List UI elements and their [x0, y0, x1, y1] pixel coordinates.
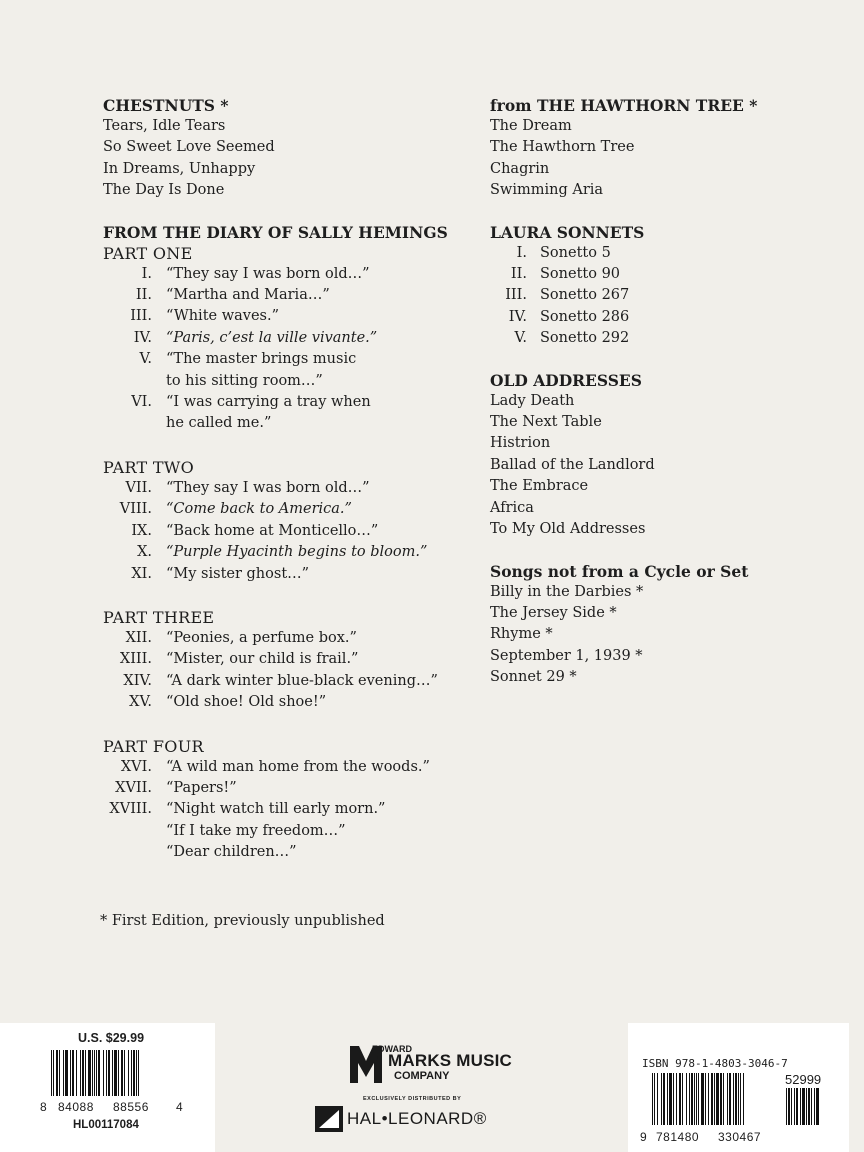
roman-numeral: X. [137, 544, 152, 561]
distribution-note: EXCLUSIVELY DISTRIBUTED BY [363, 1096, 462, 1102]
part-one [103, 243, 473, 435]
roman-numeral: VII. [125, 479, 152, 496]
part-title: PART FOUR [103, 736, 204, 756]
song-line [103, 757, 473, 778]
song-line [103, 306, 473, 327]
song-line [103, 799, 473, 820]
song-line [490, 264, 820, 285]
isbn-barcode [652, 1073, 744, 1125]
song-title: “Back home at Monticello…” [166, 522, 379, 539]
section-heading: FROM THE DIARY OF SALLY HEMINGS [103, 222, 448, 242]
roman-numeral: IV. [133, 329, 152, 346]
song-line [103, 628, 473, 649]
diary-section [103, 222, 473, 864]
song-title: The Day Is Done [103, 182, 225, 199]
song-title: The Hawthorn Tree [490, 139, 635, 156]
price-label: U.S. $29.99 [78, 1031, 145, 1045]
roman-numeral: XV. [129, 694, 152, 711]
song-title: “Mister, our child is frail.” [166, 651, 359, 668]
song-line [103, 671, 473, 692]
isbn-digits-left: 781480 [656, 1130, 700, 1144]
song-title: In Dreams, Unhappy [103, 160, 256, 177]
upc-digit-check: 4 [176, 1100, 184, 1114]
song-line [103, 285, 473, 306]
song-line [103, 264, 473, 285]
roman-numeral: I. [516, 244, 527, 261]
song-title: “The master brings music [166, 351, 357, 368]
song-line [490, 307, 820, 328]
song-line [103, 778, 473, 799]
song-title: “Come back to America.” [166, 501, 352, 518]
song-line [103, 564, 473, 585]
distributor-name: HAL•LEONARD® [347, 1109, 487, 1128]
song-title: “Paris, c’est la ville vivante.” [166, 329, 378, 346]
song-title: Swimming Aria [490, 182, 604, 199]
song-title: September 1, 1939 * [490, 647, 643, 664]
song-title: Tears, Idle Tears [103, 118, 226, 134]
song-line [490, 285, 820, 306]
roman-numeral: III. [130, 308, 152, 325]
section-heading: LAURA SONNETS [490, 222, 645, 242]
song-title: The Dream [490, 118, 572, 134]
song-title: “Martha and Maria…” [166, 287, 330, 304]
barcode-bar [138, 1050, 139, 1096]
song-title: Chagrin [490, 160, 550, 177]
roman-numeral: XVI. [120, 758, 152, 775]
part-four [103, 736, 473, 864]
old-addresses-section [490, 370, 820, 541]
song-title: “A dark winter blue-black evening…” [166, 672, 438, 689]
footnote: * First Edition, previously unpublished [100, 913, 385, 929]
chestnuts-section [103, 95, 473, 202]
part-title: PART THREE [103, 607, 215, 627]
upc-digits-left: 84088 [58, 1100, 94, 1114]
hal-leonard-mark-icon [315, 1106, 343, 1132]
song-title: Sonnet 29 * [490, 669, 577, 686]
song-line [103, 521, 473, 542]
song-line [103, 392, 473, 413]
section-heading: Songs not from a Cycle or Set [490, 561, 749, 581]
roman-numeral: V. [139, 351, 152, 368]
roman-numeral: V. [514, 330, 527, 347]
upc-barcode-panel [0, 1023, 215, 1152]
song-title: To My Old Addresses [490, 521, 646, 538]
song-title: “A wild man home from the woods.” [166, 758, 430, 775]
section-heading: CHESTNUTS * [103, 96, 229, 115]
isbn-barcode-panel [628, 1023, 849, 1152]
addon-barcode [786, 1088, 820, 1125]
song-title: Sonetto 286 [540, 308, 630, 325]
barcode-bar [743, 1073, 744, 1125]
upc-digits-right: 88556 [113, 1100, 149, 1114]
song-title: “White waves.” [166, 308, 280, 325]
logo-line-1: EDWARD B. [372, 1044, 412, 1064]
barcode-gap [819, 1088, 820, 1125]
song-title: Ballad of the Landlord [490, 456, 655, 473]
section-heading: OLD ADDRESSES [490, 370, 642, 390]
laura-sonnets-section [490, 222, 820, 350]
song-title: “Papers!” [166, 779, 237, 796]
song-line [103, 478, 473, 499]
song-title: “My sister ghost…” [166, 565, 310, 582]
isbn-digits-right: 330467 [718, 1130, 762, 1144]
roman-numeral: VI. [131, 394, 152, 411]
roman-numeral: II. [135, 287, 152, 304]
song-title: “I was carrying a tray when [166, 394, 371, 411]
song-line [103, 328, 473, 349]
song-line [103, 692, 473, 713]
song-line [103, 542, 473, 563]
roman-numeral: XII. [125, 629, 152, 646]
song-title: Billy in the Darbies * [490, 583, 644, 600]
song-title: Sonetto 90 [540, 266, 621, 283]
price-addon-code: 52999 [785, 1072, 822, 1087]
song-title: Sonetto 292 [540, 330, 630, 347]
roman-numeral: I. [141, 265, 152, 282]
song-title: The Next Table [490, 414, 602, 431]
upc-digit-lead: 8 [40, 1100, 48, 1114]
section-heading: from THE HAWTHORN TREE * [490, 96, 758, 115]
song-title: “Purple Hyacinth begins to bloom.” [166, 544, 428, 561]
logo-line-2: MARKS MUSIC [388, 1051, 513, 1070]
part-two [103, 457, 473, 585]
roman-numeral: XVIII. [109, 801, 152, 818]
song-title: Rhyme * [490, 626, 553, 643]
hal-leonard-logo [315, 1106, 487, 1132]
roman-numeral: IX. [131, 522, 152, 539]
roman-numeral: II. [510, 266, 527, 283]
part-title: PART TWO [103, 457, 195, 477]
song-title: Lady Death [490, 392, 575, 409]
roman-numeral: VIII. [119, 501, 152, 518]
logo-line-3: COMPANY [394, 1070, 450, 1082]
song-title: “Peonies, a perfume box.” [166, 629, 357, 646]
part-three [103, 607, 473, 714]
song-title: The Embrace [490, 478, 589, 495]
songs-not-from-cycle-section [490, 561, 820, 689]
song-title-continued: “Dear children…” [166, 844, 297, 861]
song-title: Africa [490, 499, 534, 516]
roman-numeral: III. [505, 287, 527, 304]
song-title-continued: he called me.” [166, 415, 272, 432]
roman-numeral: XVII. [115, 779, 152, 796]
roman-numeral: XI. [131, 565, 152, 582]
roman-numeral: XIV. [123, 672, 152, 689]
song-title-continued: “If I take my freedom…” [166, 822, 346, 839]
song-title: “They say I was born old…” [166, 265, 370, 282]
song-line [103, 649, 473, 670]
upc-barcode [51, 1050, 139, 1096]
roman-numeral: XIII. [119, 651, 152, 668]
part-title: PART ONE [103, 243, 193, 263]
song-line [103, 499, 473, 520]
product-code: HL00117084 [73, 1119, 139, 1131]
song-title: “Night watch till early morn.” [166, 801, 386, 818]
song-line [103, 349, 473, 370]
song-title: “They say I was born old…” [166, 479, 370, 496]
isbn-digit-lead: 9 [640, 1130, 648, 1144]
left-column [103, 95, 473, 886]
song-title: “Old shoe! Old shoe!” [166, 694, 327, 711]
roman-numeral: IV. [508, 308, 527, 325]
song-title: The Jersey Side * [490, 604, 617, 621]
song-title: Sonetto 5 [540, 244, 611, 261]
right-column [490, 95, 820, 709]
song-title: Histrion [490, 435, 551, 452]
song-title: So Sweet Love Seemed [103, 139, 275, 156]
song-line [490, 243, 820, 264]
isbn-number: ISBN 978-1-4803-3046-7 [642, 1057, 788, 1070]
song-title: Sonetto 267 [540, 287, 630, 304]
song-line [490, 328, 820, 349]
hawthorn-section [490, 95, 820, 202]
song-title-continued: to his sitting room…” [166, 372, 323, 389]
